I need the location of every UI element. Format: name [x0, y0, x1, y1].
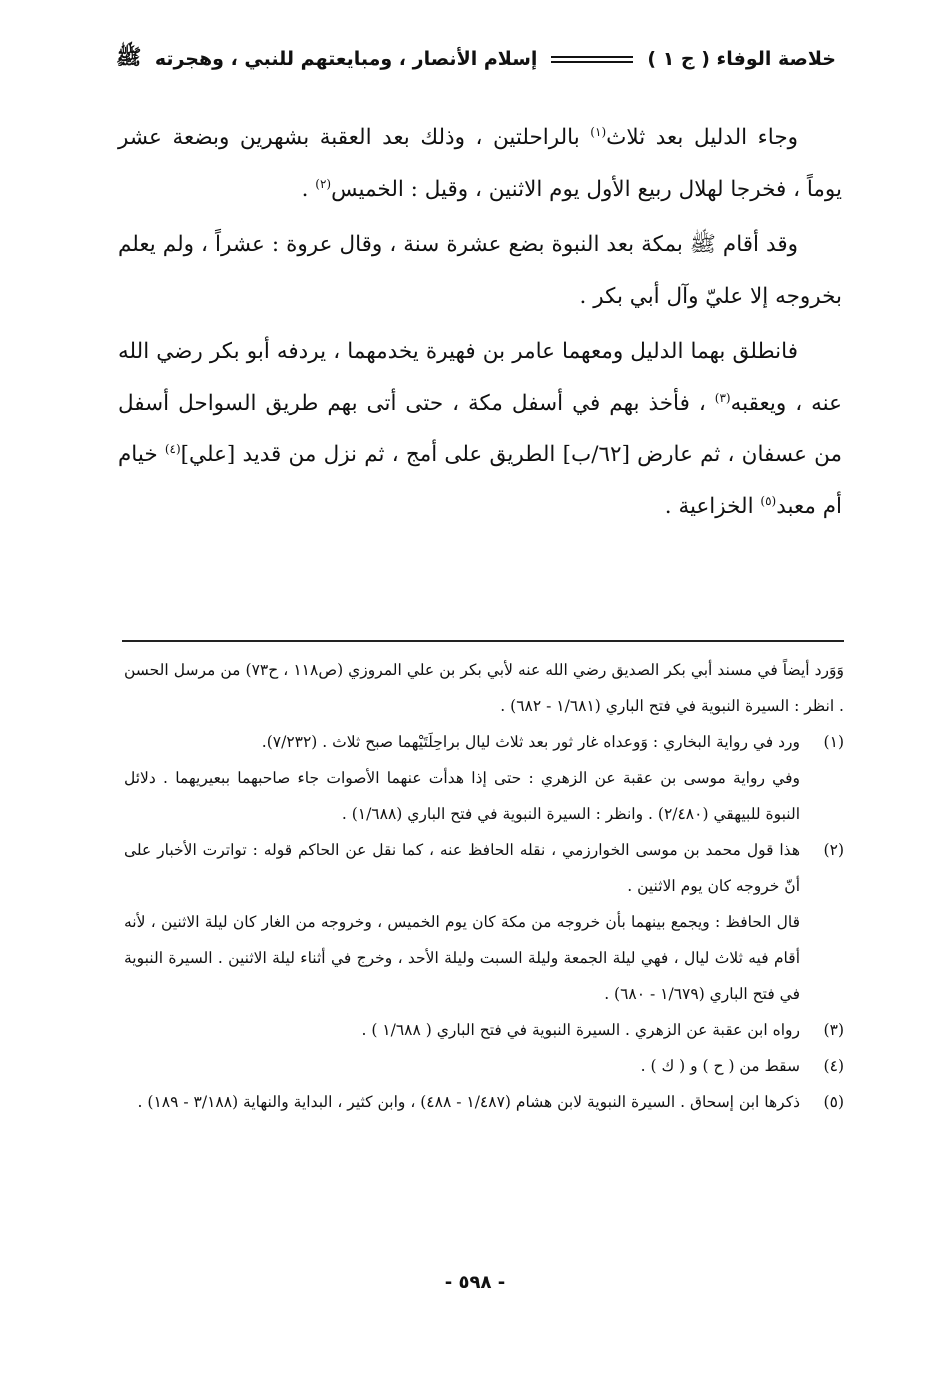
footnote-2: [124, 832, 844, 904]
footnote-text: ورد في رواية البخاري : وَوعداه غار ثور بعد ثلاث ليال براحِلَتَيْهما صبح ثلاث . (٧/٢٣٢).: [261, 733, 800, 751]
footnote-divider: [122, 640, 844, 642]
footnote-number: (١): [823, 733, 844, 751]
salawat-seal-icon: ﷺ: [116, 44, 142, 69]
footnote-text: رواه ابن عقبة عن الزهري . السيرة النبوية في فتح الباري ( ١/٦٨٨ ) .: [361, 1021, 800, 1039]
footnote-number: (٥): [823, 1093, 844, 1111]
footnote-number: (٤): [823, 1057, 844, 1075]
footnote-ref-4: (٤): [164, 441, 181, 456]
salawat-seal-icon: ﷺ: [689, 232, 716, 257]
footnote-ref-1: (١): [590, 124, 607, 139]
footnote-3: [124, 1012, 844, 1048]
footnote-text: هذا قول محمد بن موسى الخوارزمي ، نقله الحافظ عنه ، كما نقل عن الحاكم قوله : تواترت الأخبار على أنّ خروجه كان يوم الاثنين .: [124, 841, 800, 895]
paragraph-1: وجاء الدليل بعد ثلاث$^{(١)}$ بالراحلتين ، وذلك بعد العقبة بشهرين وبضعة عشر يوماً ، فخرجا لهلال ربيع الأول يوم الاثنين ، وقيل : الخميس$^{(٢)}$ .: [118, 124, 842, 202]
paragraph-2: وقد أقام ﷺ بمكة بعد النبوة بضع عشرة سنة ، وقال عروة : عشراً ، ولم يعلم بخروجه إلا عليّ وآل أبي بكر .: [118, 232, 842, 309]
header-chapter-title: إسلام الأنصار ، ومبايعتهم للنبي ، وهجرته: [154, 48, 538, 70]
footnotes: [124, 652, 844, 1120]
footnote-1-continuation: وفي رواية موسى بن عقبة عن الزهري : حتى إذا هدأت عنهما الأصوات جاء صاحبهما ببعيريهما . دلائل النبوة للبيهقي (٢/٤٨٠) . وانظر : السيرة النبوية في فتح الباري (١/٦٨٨) .: [124, 769, 800, 823]
footnote-text: ذكرها ابن إسحاق . السيرة النبوية لابن هشام (١/٤٨٧ - ٤٨٨) ، وابن كثير ، البداية والنهاية (٣/١٨٨ - ١٨٩) .: [137, 1093, 800, 1111]
page-number: - ٥٩٨ -: [444, 1272, 506, 1293]
footnote-continuation: وَوَرد أيضاً في مسند أبي بكر الصديق رضي الله عنه لأبي بكر بن علي المروزي (ص١١٨ ، ح٧٣) من مرسل الحسن . انظر : السيرة النبوية في فتح الباري (١/٦٨١ - ٦٨٢) .: [124, 661, 844, 715]
footnote-number: (٣): [823, 1021, 844, 1039]
footnote-1: [124, 724, 844, 760]
header-separator: [551, 56, 633, 63]
footnote-2-continuation: قال الحافظ : ويجمع بينهما بأن خروجه من مكة كان يوم الخميس ، وخروجه من الغار كان ليلة الاثنين ، لأنه أقام فيه ثلاث ليال ، فهي ليلة الجمعة وليلة السبت وليلة الأحد ، وخرج في أثناء ليلة الاثنين . السيرة النبوية في فتح الباري (١/٦٧٩ - ٦٨٠) .: [124, 913, 800, 1003]
footnote-text: سقط من ( ح ) و ( ك ) .: [640, 1057, 800, 1075]
footnote-4: [124, 1048, 844, 1084]
main-text: [118, 112, 842, 532]
footnote-ref-2: (٢): [315, 176, 332, 191]
header-book-title: خلاصة الوفاء ( ج ١ ): [647, 48, 836, 70]
running-header: [116, 36, 836, 82]
footnote-5: [124, 1084, 844, 1120]
footnote-number: (٢): [823, 841, 844, 859]
header-seal-wrap: [116, 44, 141, 75]
footnote-ref-3: (٣): [714, 390, 731, 405]
footnote-ref-5: (٥): [760, 493, 777, 508]
header-title: [155, 48, 836, 70]
paragraph-3: فانطلق بهما الدليل ومعهما عامر بن فهيرة يخدمهما ، يردفه أبو بكر رضي الله عنه ، ويعقبه$^{(٣)}$ ، فأخذ بهم في أسفل مكة ، حتى أتى بهم طريق السواحل أسفل من عسفان ، ثم عارض [٦٢/ب] الطريق على أمج ، ثم نزل من قديد [علي]$^{(٤)}$ خيام أم معبد$^{(٥)}$ الخزاعية .: [118, 339, 842, 519]
